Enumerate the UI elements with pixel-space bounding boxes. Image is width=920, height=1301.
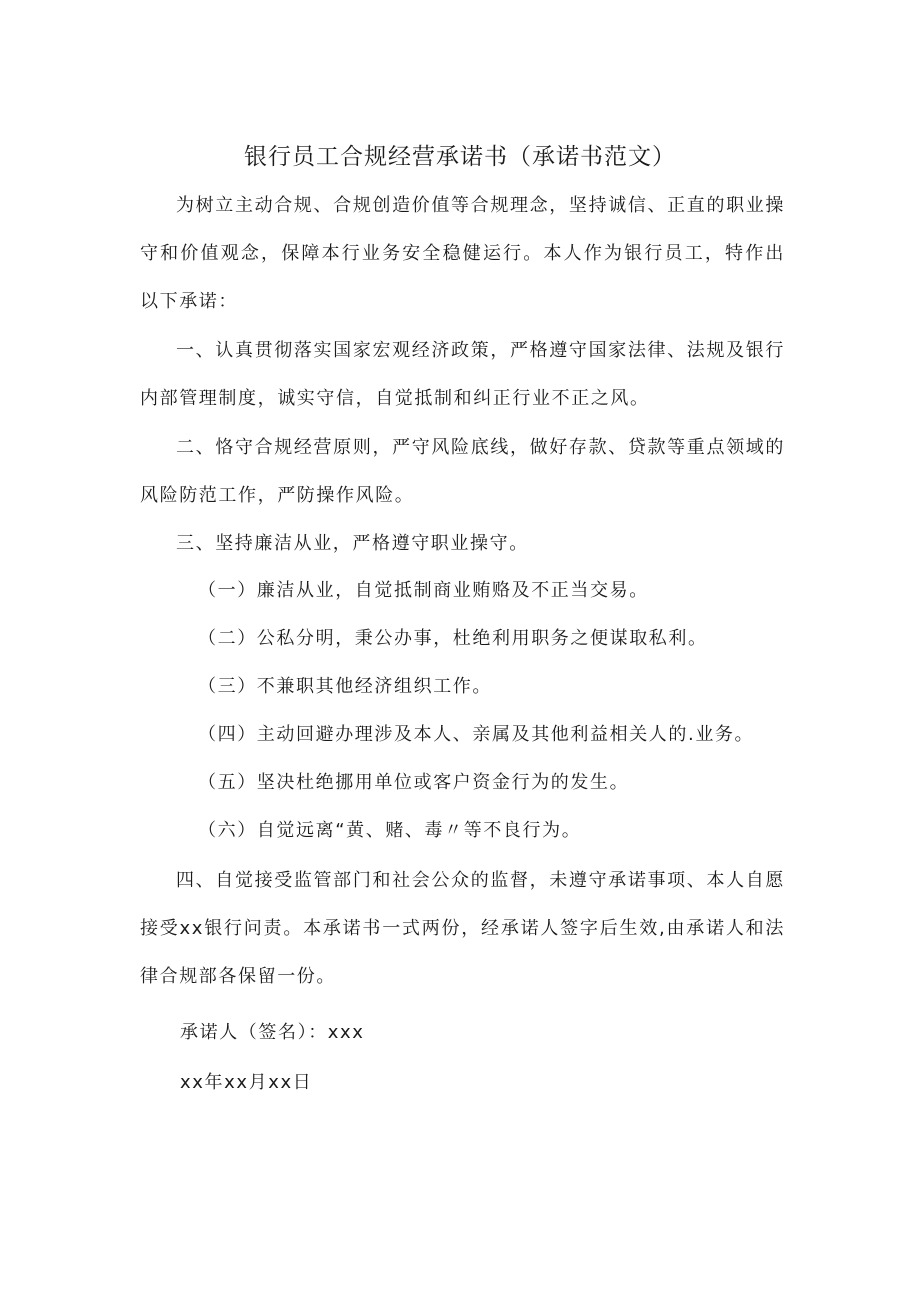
item-2-paragraph (140, 424, 785, 520)
date-line: xx年xx月xx日 (180, 1072, 313, 1093)
signature-line: 承诺人（签名）：xxx (180, 1022, 365, 1043)
sub-item-3: （三）不兼职其他经济组织工作。 (198, 676, 492, 697)
item-1-text: 一、认真贯彻落实国家宏观经济政策，严格遵守国家法律、法规及银行内部管理制度，诚实守信，自觉抵制和纠正行业不正之风。 (140, 340, 785, 409)
item-3-text: 三、坚持廉洁从业，严格遵守职业操守。 (176, 533, 529, 554)
intro-paragraph (140, 182, 785, 326)
sub-item-list (140, 567, 785, 855)
item-4-paragraph (140, 857, 785, 1001)
sub-item-2: （二）公私分明，秉公办事，杜绝利用职务之便谋取私利。 (198, 628, 708, 649)
item-1-paragraph (140, 327, 785, 423)
intro-text: 为树立主动合规、合规创造价值等合规理念，坚持诚信、正直的职业操守和价值观念，保障本行业务安全稳健运行。本人作为银行员工，特作出以下承诺： (140, 195, 785, 312)
sub-item-5: （五）坚决杜绝挪用单位或客户资金行为的发生。 (198, 772, 630, 793)
document-title: 银行员工合规经营承诺书（承诺书范文） (244, 144, 676, 170)
item-3-paragraph (140, 520, 785, 568)
sub-item-6: （六）自觉远离“黄、赌、毒〃等不良行为。 (198, 820, 582, 841)
item-2-text: 二、恪守合规经营原则，严守风险底线，做好存款、贷款等重点领域的风险防范工作，严防操作风险。 (140, 437, 785, 506)
sub-item-1: （一）廉洁从业，自觉抵制商业贿赂及不正当交易。 (198, 580, 649, 601)
sub-item-4: （四）主动回避办理涉及本人、亲属及其他利益相关人的.业务。 (198, 724, 755, 745)
item-4-text: 四、自觉接受监管部门和社会公众的监督，未遵守承诺事项、本人自愿接受xx银行问责。本承诺书一式两份，经承诺人签字后生效,由承诺人和法律合规部各保留一份。 (140, 870, 785, 987)
